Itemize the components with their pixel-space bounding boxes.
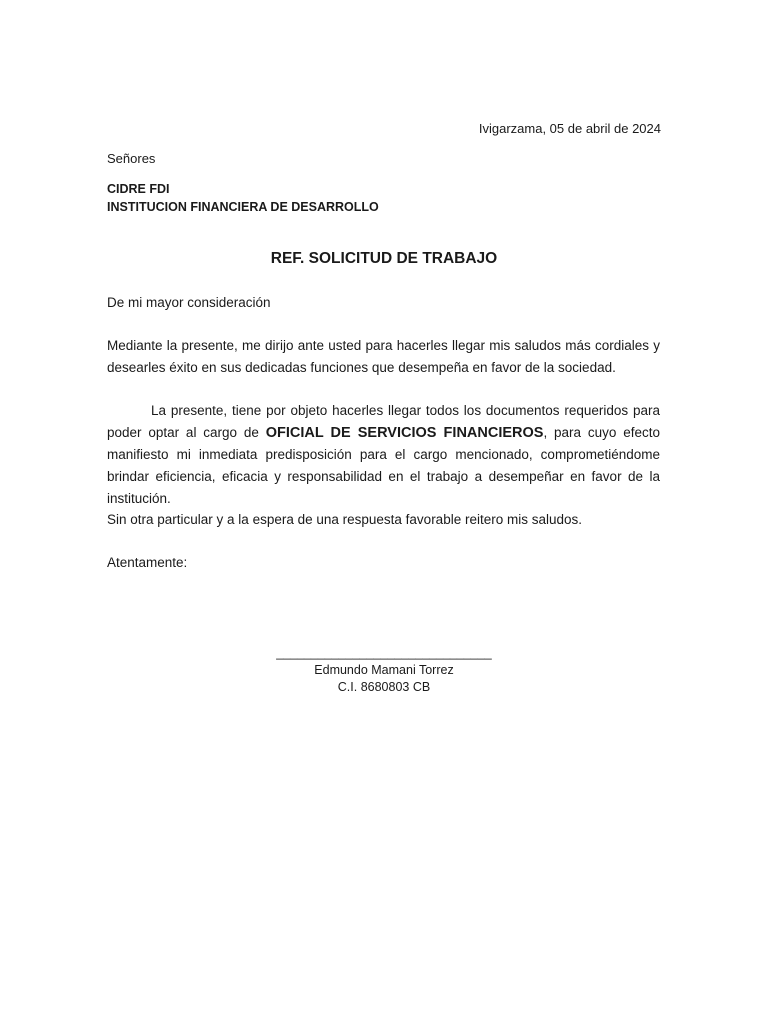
paragraph-2: [107, 400, 660, 510]
closing-paragraph: Sin otra particular y a la espera de una respuesta favorable reitero mis saludos.: [107, 512, 583, 527]
signature-line: _______________________________: [276, 646, 492, 660]
letter-date: Ivigarzama, 05 de abril de 2024: [478, 121, 661, 136]
signer-id: C.I. 8680803 CB: [337, 680, 431, 694]
recipient-block: [107, 180, 379, 216]
signer-name: Edmundo Mamani Torrez: [314, 663, 454, 677]
paragraph-2-end: , para cuyo efecto manifiesto mi inmediata predisposición para el cargo mencionado, comprometiéndome brindar eficiencia, eficacia y responsabilidad en el trabajo a desempeñar en favor de la institución.: [107, 425, 660, 506]
reference-title: REF. SOLICITUD DE TRABAJO: [270, 250, 498, 267]
recipient-name: CIDRE FDI: [107, 182, 170, 196]
paragraph-1: Mediante la presente, me dirijo ante usted para hacerles llegar mis saludos más cordiales y desearles éxito en sus dedicadas funciones que desempeña en favor de la sociedad.: [107, 338, 660, 375]
sign-off: Atentamente:: [107, 555, 188, 570]
recipient-institution: INSTITUCION FINANCIERA DE DESARROLLO: [107, 200, 379, 214]
signature-block: [0, 645, 768, 696]
paragraph-2-start: La presente, tiene por objeto hacerles llegar todos los documentos requeridos para poder optar al cargo de: [107, 403, 660, 440]
greeting: De mi mayor consideración: [107, 295, 271, 310]
position-title: OFICIAL DE SERVICIOS FINANCIEROS: [265, 425, 544, 441]
salutation: Señores: [107, 151, 156, 166]
